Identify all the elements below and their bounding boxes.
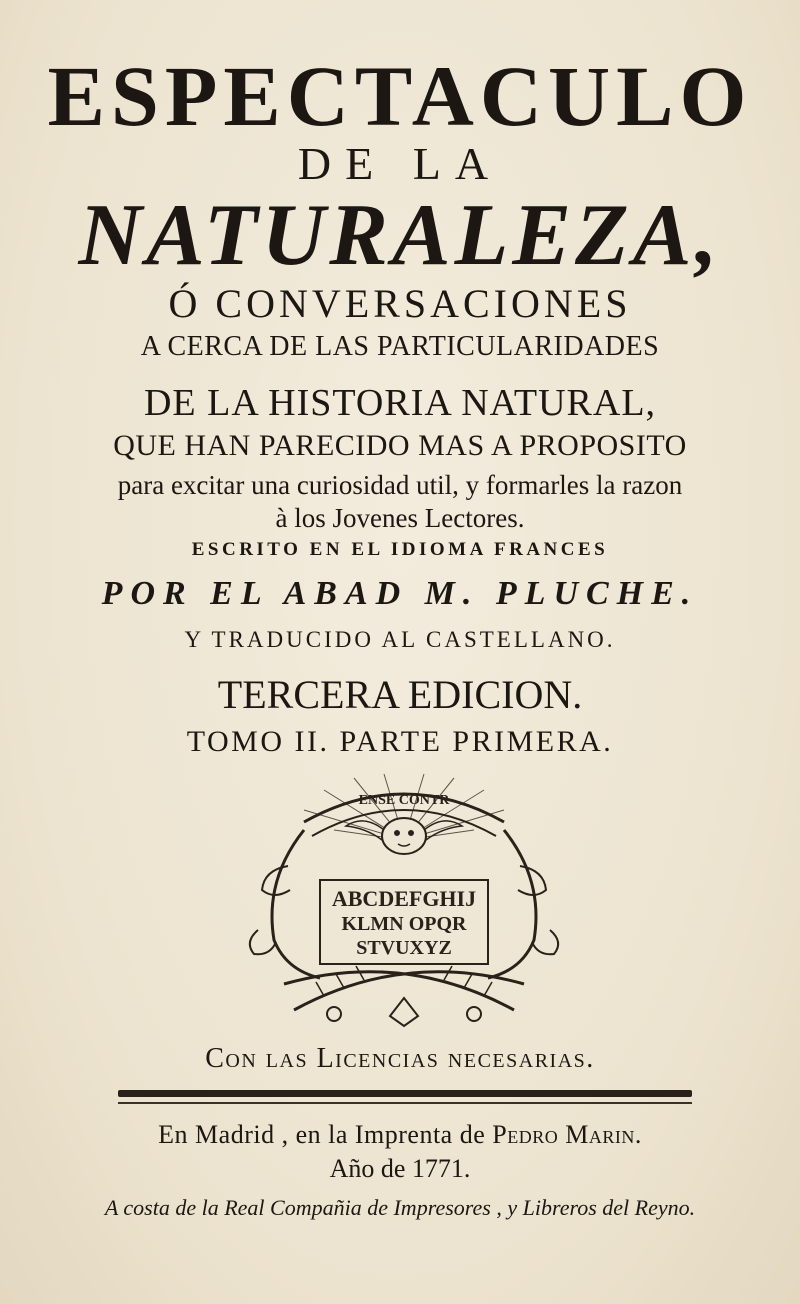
emblem-alphabet-row3: STVUXYZ bbox=[356, 937, 452, 959]
subtitle-curiosidad: para excitar una curiosidad util, y formarles la razon bbox=[117, 470, 683, 500]
author-line: POR EL ABAD M. PLUCHE. bbox=[101, 575, 699, 612]
licenses-line: Con las Licencias necesarias. bbox=[205, 1043, 595, 1074]
imprint-cost: A costa de la Real Compañia de Impresores , y Libreros del Reyno. bbox=[104, 1195, 696, 1220]
imprint-year: Año de 1771. bbox=[329, 1154, 471, 1183]
title-naturaleza: NATURALEZA, bbox=[78, 187, 722, 284]
title-de-la: DE LA bbox=[297, 138, 503, 189]
emblem-ribbon-text: ENSE CONTR bbox=[358, 793, 450, 808]
imprint-line bbox=[0, 1119, 800, 1151]
divider-rule-thin bbox=[118, 1102, 692, 1104]
translated-line: Y TRADUCIDO AL CASTELLANO. bbox=[184, 627, 616, 652]
subtitle-historia-natural: DE LA HISTORIA NATURAL, bbox=[143, 382, 657, 424]
subtitle-lectores: à los Jovenes Lectores. bbox=[275, 503, 525, 533]
printer-emblem-icon bbox=[234, 770, 574, 1030]
title-espectaculo: ESPECTACULO bbox=[47, 48, 753, 144]
divider-rule-thick bbox=[118, 1090, 692, 1097]
emblem-alphabet-row2: KLMN OPQR bbox=[341, 913, 467, 935]
imprint-printer: Pedro Marin. bbox=[492, 1120, 642, 1149]
volume-line: TOMO II. PARTE PRIMERA. bbox=[186, 725, 614, 758]
written-in-french: ESCRITO EN EL IDIOMA FRANCES bbox=[191, 539, 609, 560]
subtitle-proposito: QUE HAN PARECIDO MAS A PROPOSITO bbox=[113, 429, 687, 462]
subtitle-particularidades: A CERCA DE LAS PARTICULARIDADES bbox=[140, 331, 660, 362]
emblem-alphabet-row1: ABCDEFGHIJ bbox=[331, 886, 477, 911]
subtitle-conversaciones: Ó CONVERSACIONES bbox=[168, 281, 632, 326]
imprint-prefix: En Madrid , en la Imprenta de bbox=[158, 1120, 486, 1149]
edition-line: TERCERA EDICION. bbox=[217, 672, 583, 717]
